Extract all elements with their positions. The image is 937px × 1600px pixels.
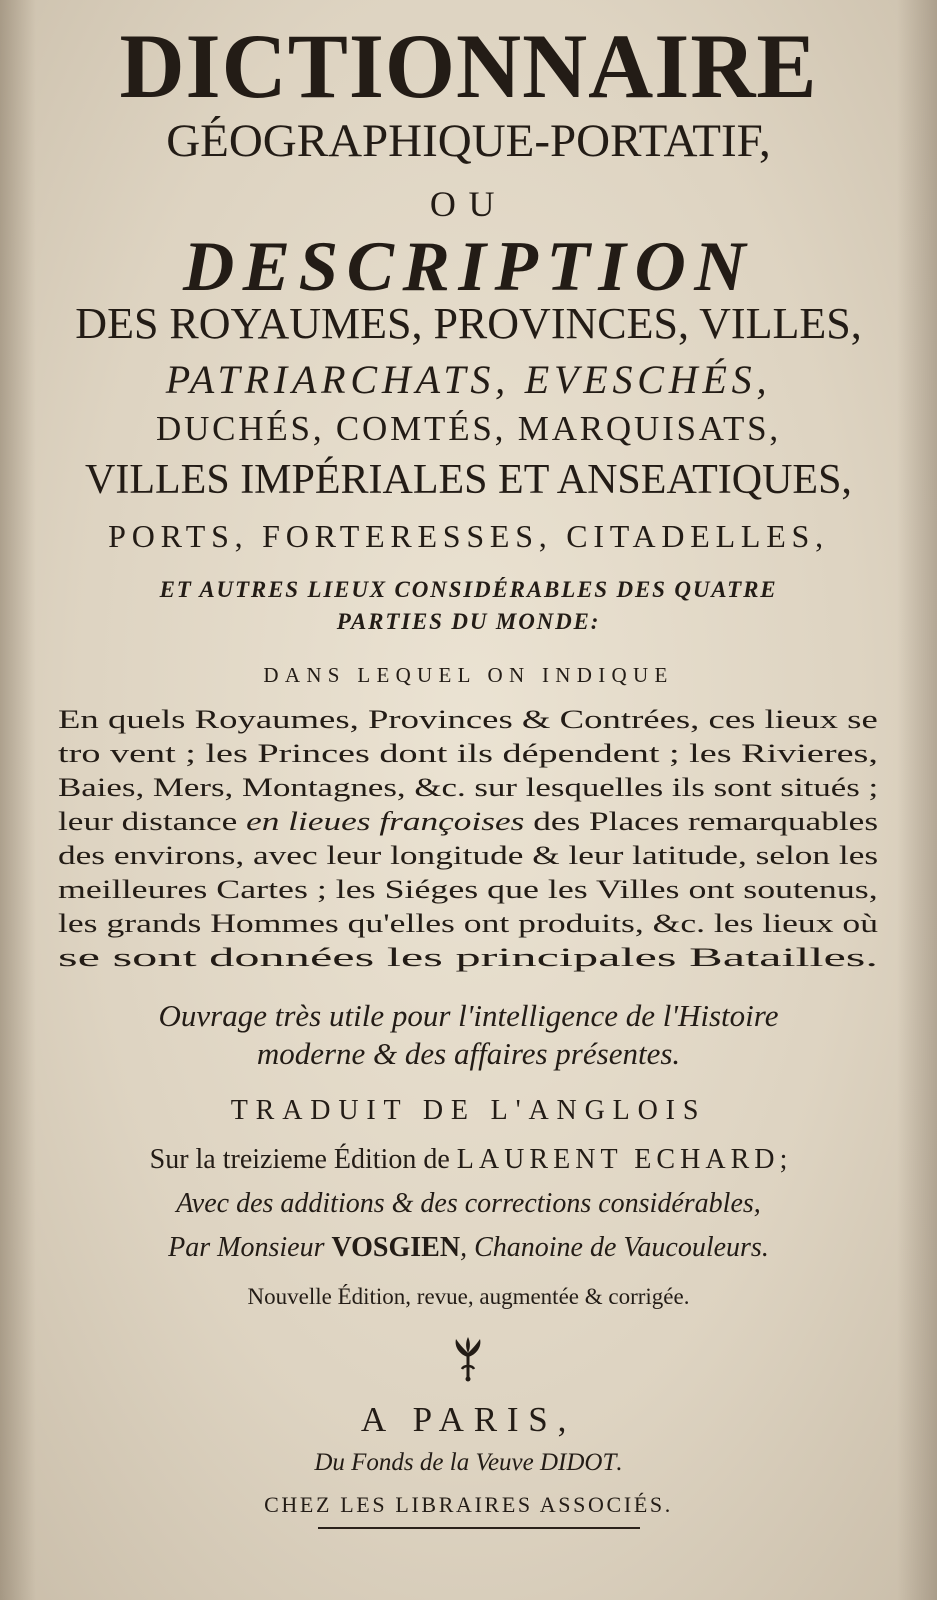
- body-line-4-c: des Places remarquables: [524, 807, 879, 836]
- body-line-8: se sont données les principales Batailles.: [58, 943, 879, 972]
- intro-dans-lequel: DANS LEQUEL ON INDIQUE: [263, 663, 674, 687]
- traduit-heading: TRADUIT DE L'ANGLOIS: [230, 1095, 707, 1126]
- imprint-rule: [318, 1527, 640, 1529]
- body-line-2: tro vent ; les Princes dont ils dépendent ; les Rivieres,: [58, 739, 878, 768]
- list-line-autres-lieux: ET AUTRES LIEUX CONSIDÉRABLES DES QUATRE: [159, 577, 778, 602]
- conjunction-ou: OU: [429, 184, 508, 224]
- additions-line: Avec des additions & des corrections considérables,: [176, 1188, 761, 1219]
- next-page-bleed-through: [30, 1538, 920, 1568]
- imprint-publisher-prefix: Du Fonds de la Veuve: [314, 1449, 540, 1476]
- edition-source-prefix: Sur la treizieme Édition de: [149, 1144, 457, 1175]
- body-line-5: des environs, avec leur longitude & leur latitude, selon les: [58, 841, 879, 870]
- edition-source: [0, 1146, 937, 1174]
- translator-suffix: , Chanoine de Vaucouleurs.: [460, 1232, 769, 1263]
- imprint-booksellers: CHEZ LES LIBRAIRES ASSOCIÉS.: [264, 1492, 673, 1517]
- translator-name: VOSGIEN: [331, 1232, 461, 1263]
- list-line-villes: VILLES IMPÉRIALES ET ANSEATIQUES,: [85, 457, 852, 503]
- translator-line: [0, 1234, 937, 1262]
- translator-prefix: Par Monsieur: [168, 1232, 332, 1263]
- body-line-4-a: leur distance: [58, 807, 247, 836]
- book-title: DICTIONNAIRE: [119, 15, 818, 117]
- body-line-7: les grands Hommes qu'elles ont produits, &c. les lieux où: [58, 909, 879, 938]
- body-line-4-italic: en lieues françoises: [246, 807, 525, 836]
- fleuron-ornament-icon: [448, 1335, 488, 1383]
- body-line-6: meilleures Cartes ; les Siéges que les Villes ont soutenus,: [58, 875, 878, 904]
- edition-source-suffix: ;: [779, 1144, 788, 1175]
- list-line-ports: PORTS, FORTERESSES, CITADELLES,: [108, 518, 829, 554]
- ouvrage-line-1: Ouvrage très utile pour l'intelligence de l'Histoire: [158, 998, 779, 1033]
- list-line-patriarchats: PATRIARCHATS, EVESCHÉS,: [165, 357, 772, 402]
- description-heading: DESCRIPTION: [182, 228, 755, 306]
- list-line-duches: DUCHÉS, COMTÉS, MARQUISATS,: [156, 409, 781, 448]
- edition-note: Nouvelle Édition, revue, augmentée & corrigée.: [247, 1284, 690, 1309]
- edition-source-author: LAURENT ECHARD: [456, 1144, 780, 1175]
- list-line-parties-du-monde: PARTIES DU MONDE:: [336, 609, 601, 634]
- imprint-publisher-name: DIDOT: [539, 1449, 617, 1476]
- ouvrage-line-2: moderne & des affaires présentes.: [256, 1036, 681, 1071]
- list-line-royaumes: DES ROYAUMES, PROVINCES, VILLES,: [75, 299, 862, 348]
- imprint-city: A PARIS,: [360, 1400, 577, 1439]
- book-subtitle: GÉOGRAPHIQUE-PORTATIF,: [166, 115, 771, 167]
- body-line-4: [58, 809, 878, 835]
- imprint-publisher-suffix: .: [616, 1449, 623, 1476]
- imprint-publisher: [0, 1450, 937, 1475]
- body-line-1: En quels Royaumes, Provinces & Contrées, ces lieux se: [58, 705, 878, 734]
- body-line-3: Baies, Mers, Montagnes, &c. sur lesquelles ils sont situés ;: [58, 773, 879, 802]
